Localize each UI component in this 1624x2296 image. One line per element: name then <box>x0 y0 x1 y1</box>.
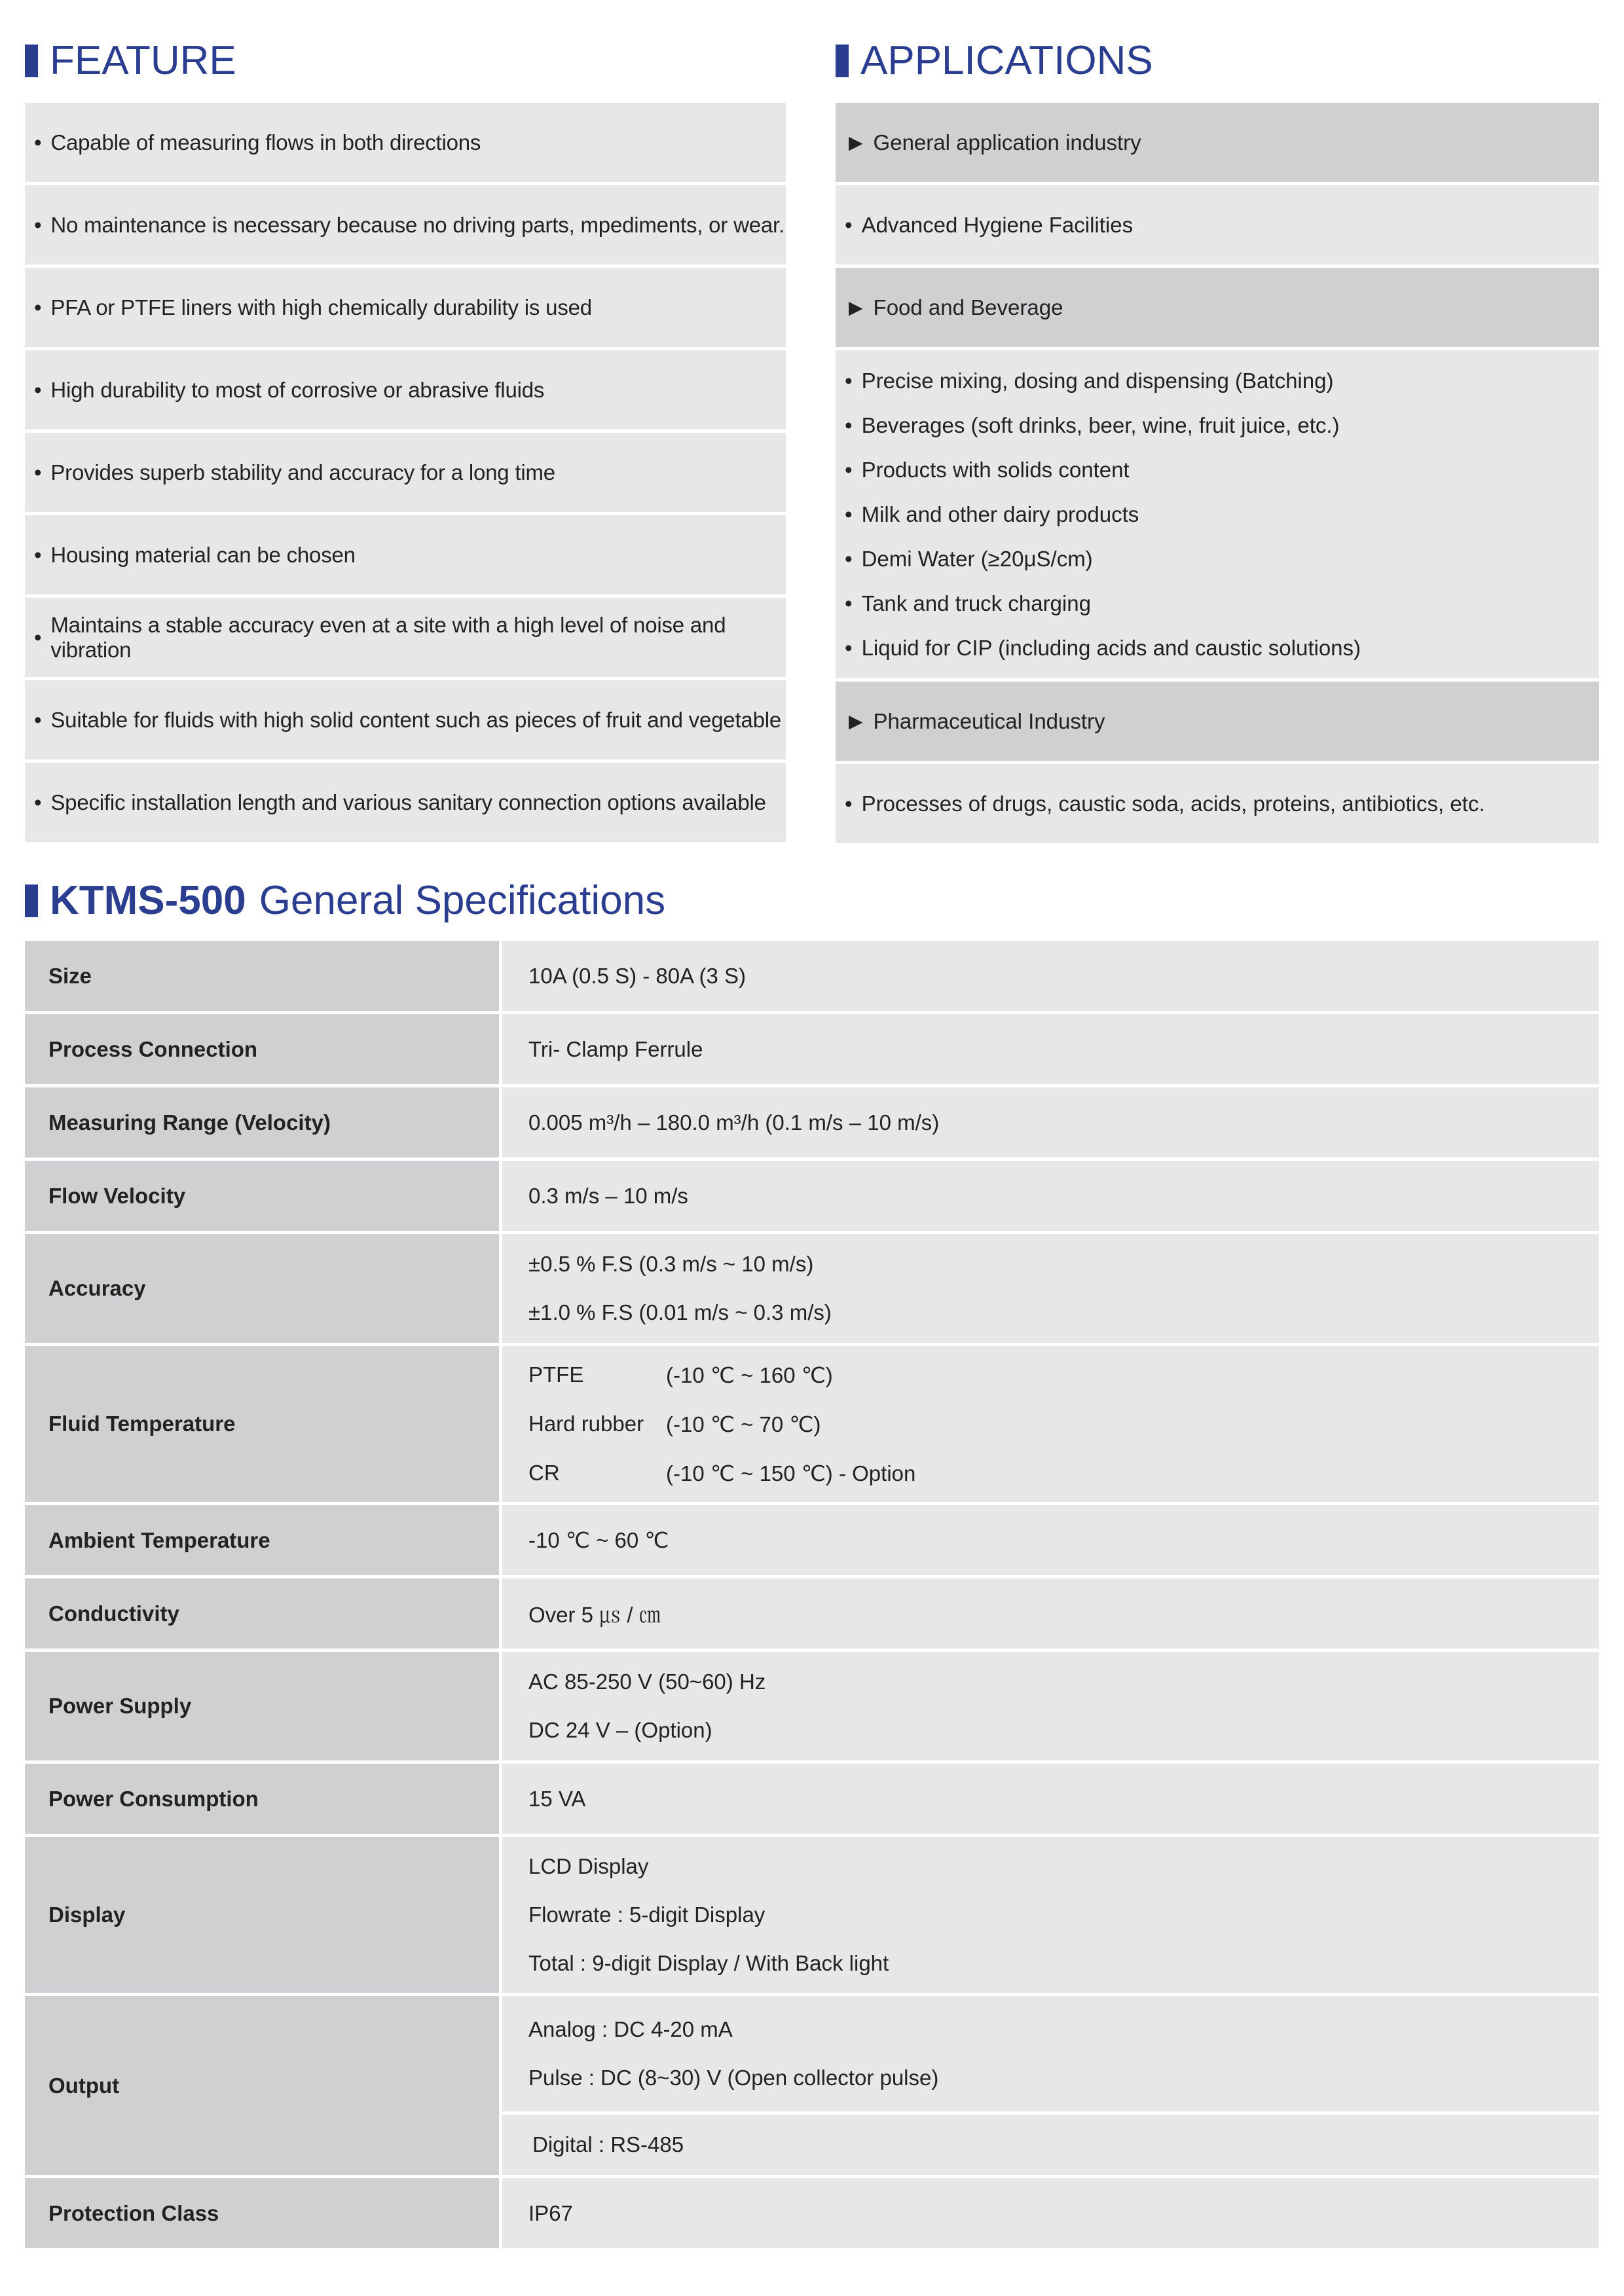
table-row <box>25 1346 1599 1505</box>
spec-label: Power Consumption <box>25 1764 499 1834</box>
application-food-items <box>836 350 1599 682</box>
table-row <box>25 1996 1599 2178</box>
spec-value: LCD Display Flowrate : 5-digit Display Total : 9-digit Display / With Back light <box>499 1837 1599 1993</box>
feature-list <box>25 103 786 842</box>
spec-label: Protection Class <box>25 2178 499 2248</box>
application-category-food: ▶ Food and Beverage <box>836 268 1599 350</box>
table-row <box>25 1578 1599 1652</box>
spec-value: PTFE (-10 ℃ ~ 160 ℃) Hard rubber (-10 ℃ ~ 70 ℃) CR (-10 ℃ ~ 150 ℃) - Option <box>499 1346 1599 1502</box>
table-row <box>25 941 1599 1014</box>
list-item: • Milk and other dairy products <box>845 501 1139 526</box>
spec-label: Ambient Temperature <box>25 1505 499 1575</box>
list-item: • Demi Water (≥20μS/cm) <box>845 546 1093 571</box>
feature-item: • Suitable for fluids with high solid content such as pieces of fruit and vegetable <box>25 680 786 763</box>
triangle-right-icon: ▶ <box>849 711 863 731</box>
application-category-pharma: ▶ Pharmaceutical Industry <box>836 682 1599 764</box>
model-name: KTMS-500 <box>50 878 246 923</box>
spec-label: Output <box>25 1996 499 2175</box>
table-row <box>25 1505 1599 1578</box>
spec-value: -10 ℃ ~ 60 ℃ <box>499 1505 1599 1575</box>
spec-value: 10A (0.5 S) - 80A (3 S) <box>499 941 1599 1011</box>
feature-item: • Specific installation length and various sanitary connection options available <box>25 763 786 842</box>
application-category-general: ▶ General application industry <box>836 103 1599 185</box>
table-row <box>25 1161 1599 1234</box>
feature-item: • No maintenance is necessary because no driving parts, mpediments, or wear. <box>25 185 786 268</box>
spec-label: Size <box>25 941 499 1011</box>
spec-label: Fluid Temperature <box>25 1346 499 1502</box>
application-item: • Advanced Hygiene Facilities <box>836 185 1599 268</box>
feature-item: • High durability to most of corrosive or abrasive fluids <box>25 350 786 433</box>
feature-item: • Capable of measuring flows in both directions <box>25 103 786 185</box>
list-item: • Products with solids content <box>845 457 1130 482</box>
list-item: • Precise mixing, dosing and dispensing (Batching) <box>845 368 1334 393</box>
spec-value: Over 5 ㎲ / ㎝ <box>499 1578 1599 1649</box>
specs-table <box>25 941 1599 2248</box>
table-row <box>25 1764 1599 1837</box>
heading-marker <box>836 45 849 77</box>
specs-title: General Specifications <box>259 878 666 923</box>
triangle-right-icon: ▶ <box>849 132 863 153</box>
spec-value: 0.005 m³/h – 180.0 m³/h (0.1 m/s – 10 m/s) <box>499 1087 1599 1157</box>
feature-item: • Provides superb stability and accuracy for a long time <box>25 433 786 515</box>
feature-title: FEATURE <box>50 38 236 83</box>
list-item: • Beverages (soft drinks, beer, wine, fruit juice, etc.) <box>845 412 1340 437</box>
table-row <box>25 1234 1599 1346</box>
feature-item: • Maintains a stable accuracy even at a site with a high level of noise and vibration <box>25 598 786 680</box>
applications-heading <box>836 38 1153 83</box>
spec-label: Accuracy <box>25 1234 499 1343</box>
feature-heading <box>25 38 236 83</box>
spec-label: Conductivity <box>25 1578 499 1649</box>
spec-value: IP67 <box>499 2178 1599 2248</box>
table-row <box>25 2178 1599 2248</box>
heading-marker <box>25 884 38 917</box>
spec-label: Power Supply <box>25 1652 499 1760</box>
spec-value: ±0.5 % F.S (0.3 m/s ~ 10 m/s) ±1.0 % F.S (0.01 m/s ~ 0.3 m/s) <box>499 1234 1599 1343</box>
spec-label: Flow Velocity <box>25 1161 499 1231</box>
list-item: • Tank and truck charging <box>845 591 1091 615</box>
feature-item: • Housing material can be chosen <box>25 515 786 598</box>
spec-label: Process Connection <box>25 1014 499 1084</box>
application-item: • Processes of drugs, caustic soda, acids, proteins, antibiotics, etc. <box>836 764 1599 843</box>
triangle-right-icon: ▶ <box>849 297 863 318</box>
table-row <box>25 1652 1599 1764</box>
spec-value: Tri- Clamp Ferrule <box>499 1014 1599 1084</box>
table-row <box>25 1837 1599 1996</box>
applications-title: APPLICATIONS <box>860 38 1153 83</box>
table-row <box>25 1014 1599 1087</box>
feature-item: • PFA or PTFE liners with high chemically durability is used <box>25 268 786 350</box>
spec-value: 15 VA <box>499 1764 1599 1834</box>
spec-value: AC 85-250 V (50~60) Hz DC 24 V – (Option) <box>499 1652 1599 1760</box>
specs-heading <box>25 878 666 923</box>
spec-value: 0.3 m/s – 10 m/s <box>499 1161 1599 1231</box>
heading-marker <box>25 45 38 77</box>
applications-list <box>836 103 1599 843</box>
spec-label: Measuring Range (Velocity) <box>25 1087 499 1157</box>
spec-value: Analog : DC 4-20 mA Pulse : DC (8~30) V (Open collector pulse) Digital : RS-485 <box>499 1996 1599 2175</box>
list-item: • Liquid for CIP (including acids and caustic solutions) <box>845 635 1361 660</box>
spec-label: Display <box>25 1837 499 1993</box>
table-row <box>25 1087 1599 1161</box>
